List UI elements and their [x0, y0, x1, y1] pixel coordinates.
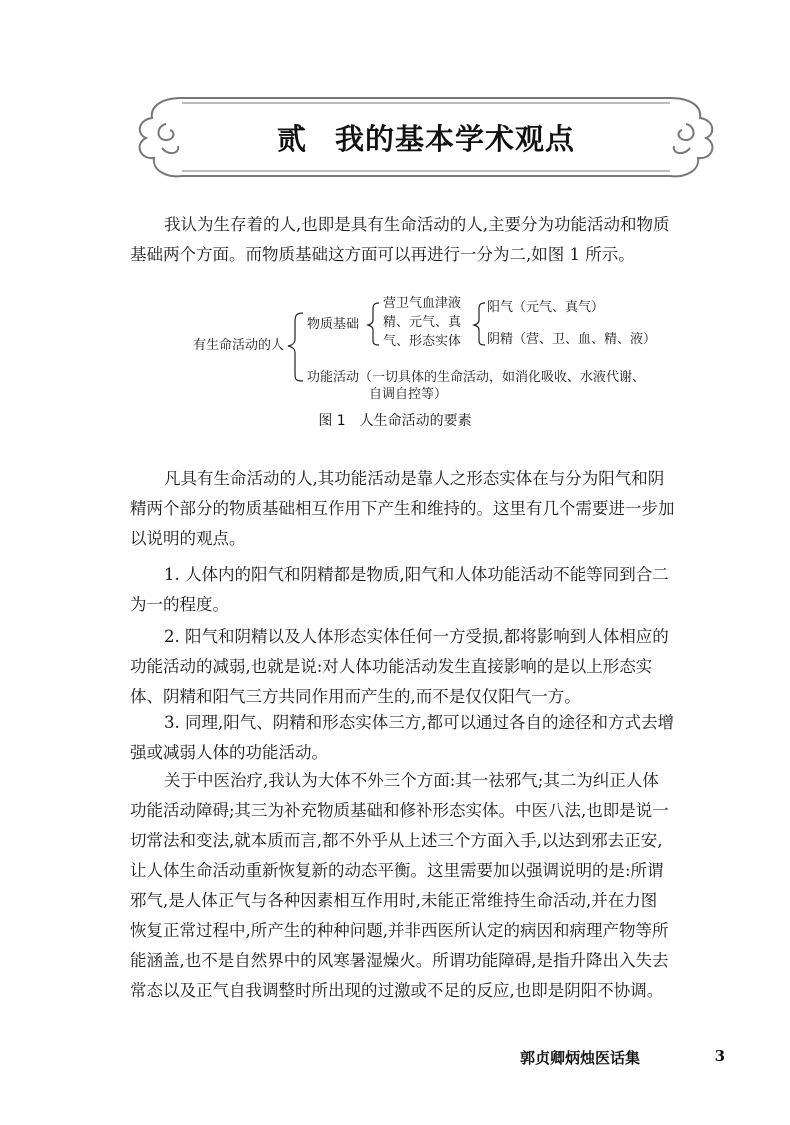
figure-function-cont: 自调自控等）	[369, 387, 448, 402]
chapter-title-text: 我的基本学术观点	[335, 121, 576, 156]
text-line: 3. 同理,阳气、阴精和形态实体三方,都可以通过各自的途径和方式去增	[164, 713, 674, 732]
body-paragraph	[130, 560, 756, 620]
text-line: 体、阴精和阳气三方共同作用而产生的,而不是仅仅阳气一方。	[130, 687, 581, 706]
chapter-title-banner	[132, 94, 720, 180]
book-title: 郭贞卿炳烛医话集	[520, 1049, 641, 1067]
text-line: 功能活动的减弱,也就是说:对人体功能活动发生直接影响的是以上形态实	[130, 657, 653, 676]
text-line: 基础两个方面。而物质基础这方面可以再进行一分为二,如图 1 所示。	[130, 245, 635, 264]
figure-group-line: 精、元气、真	[383, 315, 462, 330]
figure-material-label: 物质基础	[307, 317, 360, 332]
text-line: 以说明的观点。	[130, 529, 246, 548]
body-paragraph	[130, 622, 756, 712]
text-line: 凡具有生命活动的人,其功能活动是靠人之形态实体在与分为阳气和阴	[164, 469, 665, 488]
figure-caption-number: 图 1	[318, 413, 346, 429]
text-line: 我认为生存着的人,也即是具有生命活动的人,主要分为功能活动和物质	[164, 215, 670, 234]
figure-group-line: 气、形态实体	[383, 334, 462, 349]
text-line: 为一的程度。	[130, 595, 229, 614]
text-line: 常态以及正气自我调整时所出现的过激或不足的反应,也即是阴阳不协调。	[130, 981, 664, 1000]
text-line: 1. 人体内的阳气和阴精都是物质,阳气和人体功能活动不能等同到合二	[164, 565, 669, 584]
text-line: 恢复正常过程中,所产生的种种问题,并非西医所认定的病因和病理产物等所	[130, 921, 669, 940]
page-number: 3	[714, 1047, 725, 1065]
page-footer	[520, 1047, 725, 1068]
text-line: 切常法和变法,就本质而言,都不外乎从上述三个方面入手,以达到邪去正安,	[130, 831, 663, 850]
text-line: 精两个部分的物质基础相互作用下产生和维持的。这里有几个需要进一步加	[130, 499, 675, 518]
figure-diagram	[185, 293, 685, 409]
figure-yangqi-label: 阳气（元气、真气）	[487, 300, 605, 315]
figure-caption	[0, 410, 790, 430]
text-line: 强或减弱人体的功能活动。	[130, 743, 328, 762]
figure-root-label: 有生命活动的人	[193, 338, 285, 353]
text-line: 让人体生命活动重新恢复新的动态平衡。这里需要加以强调说明的是:所谓	[130, 861, 664, 880]
text-line: 邪气,是人体正气与各种因素相互作用时,未能正常维持生命活动,并在力图	[130, 891, 658, 910]
text-line: 2. 阳气和阴精以及人体形态实体任何一方受损,都将影响到人体相应的	[164, 627, 669, 646]
chapter-title	[132, 94, 720, 180]
text-line: 能涵盖,也不是自然界中的风寒暑湿燥火。所谓功能障碍,是指升降出入失去	[130, 951, 669, 970]
figure-group-line: 营卫气血津液	[383, 296, 462, 311]
figure-yinjing-label: 阴精（营、卫、血、精、液）	[487, 332, 657, 347]
intro-paragraph	[130, 210, 756, 270]
figure-function-label: 功能活动（一切具体的生命活动，如消化吸收、水液代谢、	[307, 370, 646, 385]
body-paragraph	[130, 464, 756, 554]
figure-caption-text: 人生命活动的要素	[359, 413, 472, 429]
body-paragraph	[130, 766, 756, 1006]
chapter-number: 贰	[276, 121, 307, 156]
body-paragraph	[130, 708, 756, 768]
text-line: 功能活动障碍;其三为补充物质基础和修补形态实体。中医八法,也即是说一	[130, 801, 669, 820]
text-line: 关于中医治疗,我认为大体不外三个方面:其一祛邪气;其二为纠正人体	[164, 771, 659, 790]
